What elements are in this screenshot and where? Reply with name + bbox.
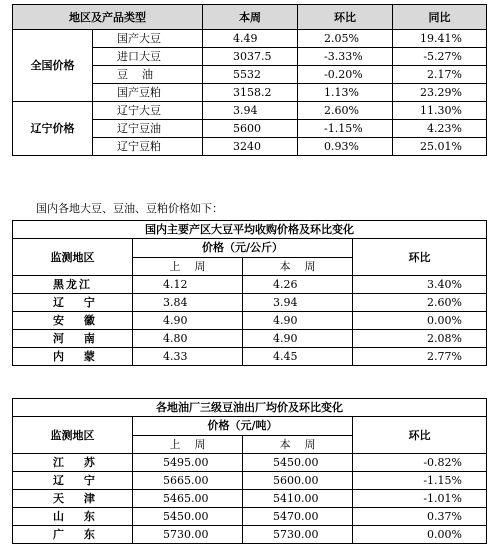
region-name: 安 徽 [13, 312, 133, 330]
mom-value: -0.20% [298, 66, 393, 84]
last-week-header: 上 周 [133, 435, 243, 454]
table-row [13, 490, 487, 508]
this-week-header: 本 周 [243, 435, 353, 454]
yoy-value: 19.41% [393, 30, 487, 48]
this-week-value: 3.94 [243, 294, 353, 312]
last-week-value: 5665.00 [133, 472, 243, 490]
intro-text: 国内各地大豆、豆油、豆粕价格如下： [36, 202, 223, 215]
product-name: 国产大豆 [93, 30, 203, 48]
last-week-value: 5495.00 [133, 454, 243, 472]
change-value: 0.00% [353, 526, 487, 544]
soybean-oil-price-table [12, 398, 487, 544]
group-label-national: 全国价格 [13, 30, 93, 102]
last-week-value: 4.80 [133, 330, 243, 348]
summary-header-row [13, 5, 487, 30]
table-row [13, 348, 487, 366]
region-name: 内 蒙 [13, 348, 133, 366]
oil-table-title: 各地油厂三级豆油出厂均价及环比变化 [13, 399, 487, 417]
this-week-value: 5730.00 [243, 526, 353, 544]
change-value: 2.60% [353, 294, 487, 312]
this-week-value: 4.26 [243, 276, 353, 294]
this-week-header: 本 周 [243, 257, 353, 276]
product-name: 进口大豆 [93, 48, 203, 66]
oil-title-row [13, 399, 487, 417]
change-value: 3.40% [353, 276, 487, 294]
this-week-value: 4.49 [203, 30, 298, 48]
this-week-value: 5600.00 [243, 472, 353, 490]
header-this-week: 本周 [203, 5, 298, 30]
table-row [13, 312, 487, 330]
change-value: 2.77% [353, 348, 487, 366]
last-week-value: 4.90 [133, 312, 243, 330]
yoy-value: 23.29% [393, 84, 487, 102]
last-week-value: 5730.00 [133, 526, 243, 544]
soybean-price-table [12, 220, 487, 366]
region-name: 黑龙江 [13, 276, 133, 294]
change-header: 环比 [353, 239, 487, 276]
this-week-value: 3.94 [203, 102, 298, 120]
region-header: 监测地区 [13, 417, 133, 454]
header-mom: 环比 [298, 5, 393, 30]
table-row [13, 454, 487, 472]
this-week-value: 4.45 [243, 348, 353, 366]
yoy-value: 4.23% [393, 120, 487, 138]
last-week-value: 4.12 [133, 276, 243, 294]
table-row [13, 472, 487, 490]
last-week-header: 上 周 [133, 257, 243, 276]
region-header: 监测地区 [13, 239, 133, 276]
price-header: 价格（元/公斤） [133, 239, 353, 258]
region-name: 天 津 [13, 490, 133, 508]
region-name: 辽 宁 [13, 472, 133, 490]
table-row [13, 294, 487, 312]
table-row [13, 102, 487, 120]
mom-value: -3.33% [298, 48, 393, 66]
header-region-product: 地区及产品类型 [13, 5, 203, 30]
last-week-value: 4.33 [133, 348, 243, 366]
mom-value: 1.13% [298, 84, 393, 102]
change-value: 0.00% [353, 312, 487, 330]
table-row [13, 508, 487, 526]
change-value: -0.82% [353, 454, 487, 472]
this-week-value: 5470.00 [243, 508, 353, 526]
product-name: 辽宁豆油 [93, 120, 203, 138]
region-name: 山 东 [13, 508, 133, 526]
yoy-value: 25.01% [393, 138, 487, 156]
soybean-title-row [13, 221, 487, 239]
product-name: 国产豆粕 [93, 84, 203, 102]
last-week-value: 5450.00 [133, 508, 243, 526]
last-week-value: 5465.00 [133, 490, 243, 508]
region-name: 江 苏 [13, 454, 133, 472]
yoy-value: -5.27% [393, 48, 487, 66]
yoy-value: 11.30% [393, 102, 487, 120]
change-header: 环比 [353, 417, 487, 454]
this-week-value: 3158.2 [203, 84, 298, 102]
change-value: -1.01% [353, 490, 487, 508]
oil-header-row [13, 417, 487, 436]
region-name: 河 南 [13, 330, 133, 348]
region-name: 广 东 [13, 526, 133, 544]
table-row [13, 330, 487, 348]
mom-value: 2.60% [298, 102, 393, 120]
last-week-value: 3.84 [133, 294, 243, 312]
product-name: 辽宁豆粕 [93, 138, 203, 156]
change-value: 0.37% [353, 508, 487, 526]
mom-value: 2.05% [298, 30, 393, 48]
yoy-value: 2.17% [393, 66, 487, 84]
this-week-value: 3037.5 [203, 48, 298, 66]
table-row [13, 30, 487, 48]
summary-table [12, 4, 487, 156]
header-yoy: 同比 [393, 5, 487, 30]
this-week-value: 3240 [203, 138, 298, 156]
group-label-liaoning: 辽宁价格 [13, 102, 93, 156]
change-value: 2.08% [353, 330, 487, 348]
mom-value: -1.15% [298, 120, 393, 138]
product-name: 辽宁大豆 [93, 102, 203, 120]
this-week-value: 4.90 [243, 330, 353, 348]
region-name: 辽 宁 [13, 294, 133, 312]
soybean-table-title: 国内主要产区大豆平均收购价格及环比变化 [13, 221, 487, 239]
price-header: 价格（元/吨） [133, 417, 353, 436]
mom-value: 0.93% [298, 138, 393, 156]
this-week-value: 5410.00 [243, 490, 353, 508]
soybean-header-row [13, 239, 487, 258]
table-row [13, 526, 487, 544]
this-week-value: 5532 [203, 66, 298, 84]
this-week-value: 4.90 [243, 312, 353, 330]
table-row [13, 276, 487, 294]
this-week-value: 5450.00 [243, 454, 353, 472]
product-name: 豆 油 [93, 66, 203, 84]
this-week-value: 5600 [203, 120, 298, 138]
change-value: -1.15% [353, 472, 487, 490]
